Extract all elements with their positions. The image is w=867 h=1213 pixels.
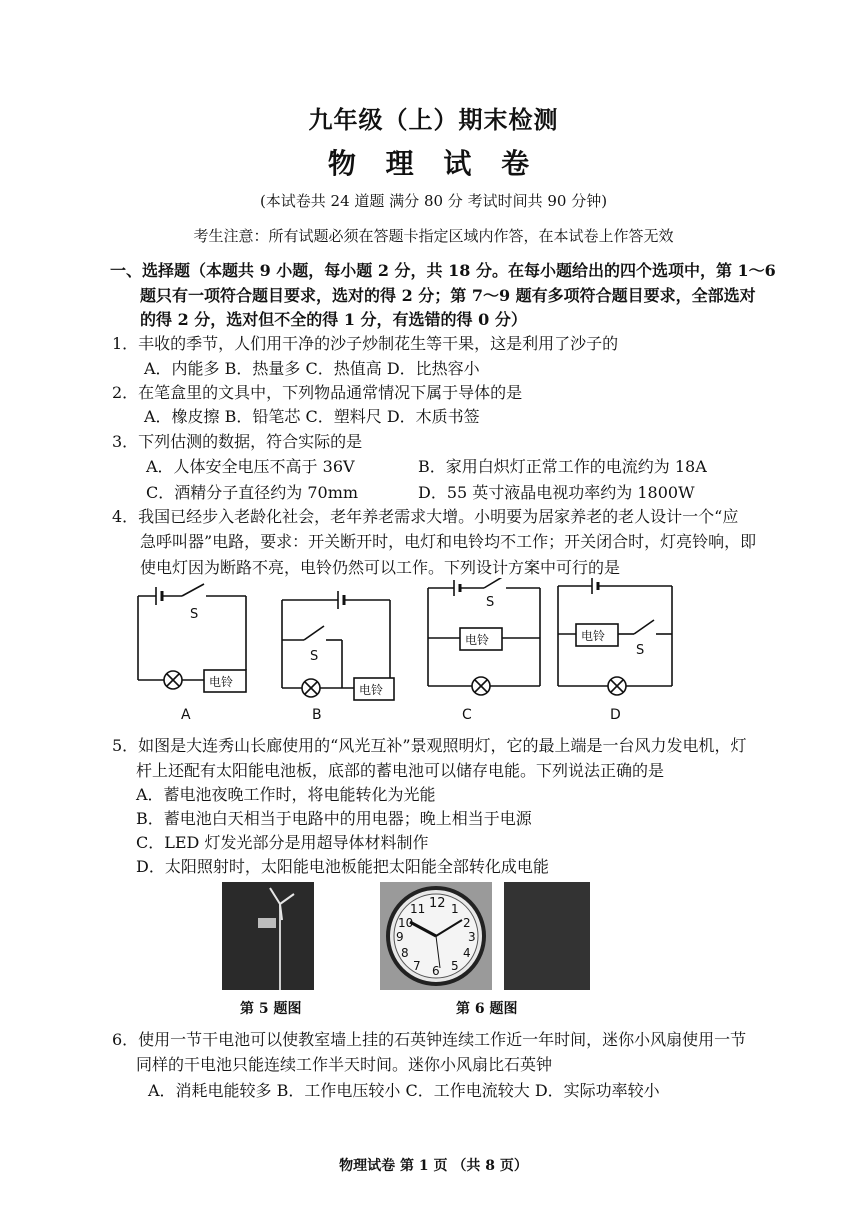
exam-title: 九年级（上）期末检测 (308, 105, 559, 134)
switch-label: S (636, 643, 645, 658)
circuit-label-d: D (610, 707, 621, 723)
exam-subject: 物 理 试 卷 (327, 147, 540, 180)
q5-option-b: B．蓄电池白天相当于电路中的用电器；晚上相当于电源 (136, 809, 532, 828)
q4-line1: 4．我国已经步入老龄化社会，老年养老需求大增。小明要为居家养老的老人设计一个“应 (112, 507, 739, 526)
fig5-lamp-photo (222, 882, 314, 990)
bell-label: 电铃 (209, 675, 234, 689)
circuit-c (428, 578, 540, 723)
q1-stem: 1．丰收的季节，人们用干净的沙子炒制花生等干果，这是利用了沙子的 (112, 334, 619, 353)
exam-info: (本试卷共 24 道题 满分 80 分 考试时间共 90 分钟) (259, 192, 608, 210)
clock-number-3: 3 (468, 930, 476, 944)
circuit-label-b: B (312, 707, 322, 723)
q6-options: A．消耗电能较多 B．工作电压较小 C．工作电流较大 D．实际功率较小 (148, 1081, 660, 1100)
clock-number-2: 2 (463, 916, 471, 930)
q5-line2: 杆上还配有太阳能电池板，底部的蓄电池可以储存电能。下列说法正确的是 (136, 761, 665, 780)
q6-line2: 同样的干电池只能连续工作半天时间。迷你小风扇比石英钟 (136, 1055, 553, 1074)
q4-circuit-diagrams (120, 578, 690, 728)
q5-option-a: A．蓄电池夜晚工作时，将电能转化为光能 (136, 785, 436, 804)
clock-number-12: 12 (429, 896, 446, 911)
clock-number-4: 4 (463, 946, 471, 960)
clock-number-1: 1 (451, 902, 459, 916)
q5-line1: 5．如图是大连秀山长廊使用的“风光互补”景观照明灯，它的最上端是一台风力发电机，灯 (112, 736, 747, 755)
switch-label: S (310, 649, 319, 664)
q3-option-c: C．酒精分子直径约为 70mm (146, 483, 359, 502)
q5-option-d: D．太阳照射时，太阳能电池板能把太阳能全部转化成电能 (136, 857, 549, 876)
clock-number-8: 8 (401, 946, 409, 960)
q1-options: A．内能多 B．热量多 C．热值高 D．比热容小 (144, 359, 480, 378)
circuit-b (282, 591, 394, 723)
switch-label: S (486, 595, 495, 610)
fig6-clock-photo (380, 882, 492, 990)
clock-number-11: 11 (410, 902, 426, 916)
fig6-fan-photo (504, 882, 590, 990)
q3-option-d: D．55 英寸液晶电视功率约为 1800W (418, 483, 695, 502)
clock-number-10: 10 (398, 916, 414, 930)
bell-label: 电铃 (581, 629, 606, 643)
switch-label: S (190, 607, 199, 622)
q3-option-a: A．人体安全电压不高于 36V (146, 457, 355, 476)
circuit-label-c: C (462, 707, 472, 723)
q4-line2: 急呼叫器”电路，要求：开关断开时，电灯和电铃均不工作；开关闭合时，灯亮铃响，即 (140, 532, 757, 551)
fig5-caption: 第 5 题图 (240, 1001, 302, 1017)
circuit-a (138, 584, 246, 723)
q6-line1: 6．使用一节干电池可以使教室墙上挂的石英钟连续工作近一年时间，迷你小风扇使用一节 (112, 1030, 747, 1049)
clock-number-9: 9 (396, 930, 404, 944)
q3-stem: 3．下列估测的数据，符合实际的是 (112, 432, 363, 451)
circuit-d (558, 578, 672, 723)
page-footer: 物理试卷 第 1 页 （共 8 页） (339, 1158, 528, 1174)
circuit-label-a: A (181, 707, 191, 723)
clock-number-6: 6 (432, 964, 440, 978)
clock-number-5: 5 (451, 959, 459, 973)
section1-line2: 题只有一项符合题目要求，选对的得 2 分；第 7～9 题有多项符合题目要求，全部选对 (140, 286, 756, 305)
clock-number-7: 7 (413, 959, 421, 973)
bell-label: 电铃 (359, 683, 384, 697)
clock-icon (380, 882, 492, 990)
q3-option-b: B．家用白炽灯正常工作的电流约为 18A (418, 457, 707, 476)
q4-line3: 使电灯因为断路不亮，电铃仍然可以工作。下列设计方案中可行的是 (140, 558, 621, 577)
fig6-caption: 第 6 题图 (456, 1001, 518, 1017)
section1-line3: 的得 2 分，选对但不全的得 1 分，有选错的得 0 分） (140, 310, 527, 329)
q5-option-c: C．LED 灯发光部分是用超导体材料制作 (136, 833, 429, 852)
q2-stem: 2．在笔盒里的文具中，下列物品通常情况下属于导体的是 (112, 383, 523, 402)
q2-options: A．橡皮擦 B．铅笔芯 C．塑料尺 D．木质书签 (144, 407, 480, 426)
wind-lamp-icon (222, 882, 314, 990)
section1-line1: 一、选择题（本题共 9 小题，每小题 2 分，共 18 分。在每小题给出的四个选项中，第 1～6 (110, 261, 776, 280)
exam-notice: 考生注意：所有试题必须在答题卡指定区域内作答，在本试卷上作答无效 (193, 227, 674, 245)
bell-label: 电铃 (465, 633, 490, 647)
